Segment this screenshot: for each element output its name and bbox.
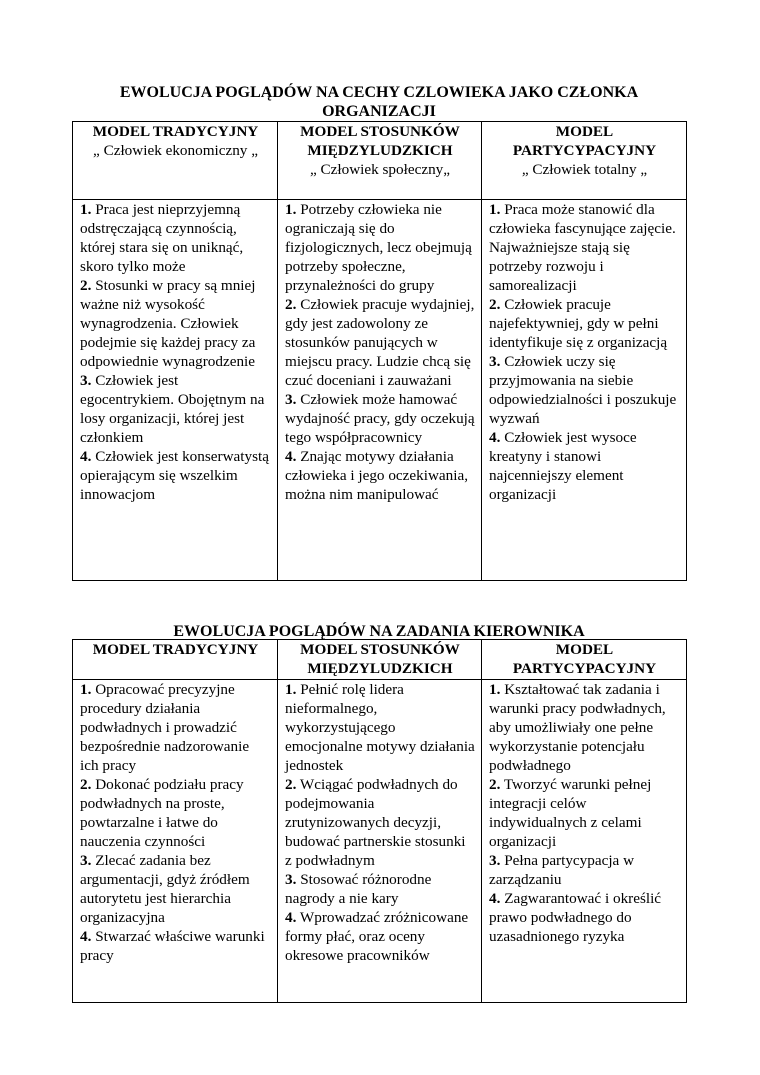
list-item: 3. Pełna partycypacja w zarządzaniu	[489, 852, 635, 888]
list-item: 1. Kształtować tak zadania i warunki pracy podwładnych, aby umożliwiały one pełne wykorzystanie potencjału podwładnego	[489, 681, 666, 774]
list-item: 2. Dokonać podziału pracy podwładnych na proste, powtarzalne i łatwe do nauczenia czynności	[80, 776, 244, 850]
list-item: 3. Stosować różnorodne nagrody a nie kary	[285, 871, 432, 907]
list-item: 1. Pełnić rolę lidera nieformalnego, wykorzystującego emocjonalne motywy działania jednostek	[285, 681, 475, 774]
section2-body-row	[73, 680, 687, 1003]
list-item: 4. Stwarzać właściwe warunki pracy	[80, 928, 265, 964]
section1-header-row	[73, 122, 687, 200]
list-item: 4. Wprowadzać zróżnicowane formy płać, oraz oceny okresowe pracowników	[285, 909, 469, 964]
list-item: 1. Praca jest nieprzyjemną odstręczającą czynnością, której stara się on uniknąć, skoro tylko może	[80, 201, 244, 275]
section2-header-human-relations	[278, 640, 482, 680]
list-item: 3. Człowiek jest egocentrykiem. Obojętnym na losy organizacji, której jest członkiem	[80, 372, 265, 446]
column-header: MODEL STOSUNKÓW MIĘDZYLUDZKICH	[300, 123, 460, 159]
list-item: 3. Człowiek może hamować wydajność pracy, gdy oczekują tego współpracownicy	[285, 391, 475, 446]
column-subtitle: „ Człowiek ekonomiczny „	[93, 142, 258, 159]
column-subtitle: „ Człowiek społeczny„	[309, 161, 450, 178]
section2-cell-participative	[482, 680, 687, 1003]
section1-cell-traditional	[73, 200, 278, 581]
list-item: 3. Człowiek uczy się przyjmowania na siebie odpowiedzialności i poszukuje wyzwań	[489, 353, 677, 427]
section1-cell-participative	[482, 200, 687, 581]
section1-header-human-relations	[278, 122, 482, 200]
list-item: 2. Człowiek pracuje najefektywniej, gdy w pełni identyfikuje się z organizacją	[489, 296, 668, 351]
section1-cell-human-relations	[278, 200, 482, 581]
list-item: 2. Człowiek pracuje wydajniej, gdy jest zadowolony ze stosunków panujących w miejscu pracy. Ludzie chcą się czuć doceniani i zauważani	[285, 296, 475, 389]
list-item: 4. Człowiek jest konserwatystą opierającym się wszelkim innowacjom	[80, 448, 269, 503]
list-item: 4. Znając motywy działania człowieka i jego oczekiwania, można nim manipulować	[285, 448, 469, 503]
section2-header-traditional	[73, 640, 278, 680]
section1-header-participative	[482, 122, 687, 200]
section1-title: EWOLUCJA POGLĄDÓW NA CECHY CZLOWIEKA JAKO CZŁONKA ORGANIZACJI	[119, 84, 639, 120]
list-item: 4. Zagwarantować i określić prawo podwładnego do uzasadnionego ryzyka	[489, 890, 662, 945]
list-item: 4. Człowiek jest wysoce kreatyny i stanowi najcenniejszy element organizacji	[489, 429, 637, 503]
column-subtitle: „ Człowiek totalny „	[521, 161, 648, 178]
section1-header-traditional	[73, 122, 278, 200]
column-header: MODEL STOSUNKÓW MIĘDZYLUDZKICH	[300, 641, 460, 677]
list-item: 2. Stosunki w pracy są mniej ważne niż wysokość wynagrodzenia. Człowiek podejmie się każdej pracy za odpowiednie wynagrodzenie	[80, 277, 256, 370]
section2-header-row	[73, 640, 687, 680]
column-header: MODEL TRADYCYJNY	[92, 123, 259, 140]
list-item: 2. Tworzyć warunki pełnej integracji celów indywidualnych z celami organizacji	[489, 776, 652, 850]
list-item: 1. Praca może stanowić dla człowieka fascynujące zajęcie. Najważniejsze stają się potrzeby rozwoju i samorealizacji	[489, 201, 676, 294]
section1-body-row	[73, 200, 687, 581]
column-header: MODEL PARTYCYPACYJNY	[512, 123, 657, 159]
list-item: 1. Potrzeby człowieka nie ograniczają się do fizjologicznych, lecz obejmują potrzeby społeczne, przynależności do grupy	[285, 201, 472, 294]
list-item: 2. Wciągać podwładnych do podejmowania zrutynizowanych decyzji, budować partnerskie stosunki z podwładnym	[285, 776, 466, 869]
section2-header-participative	[482, 640, 687, 680]
section1-table	[72, 121, 687, 581]
section2-cell-traditional	[73, 680, 278, 1003]
section2-cell-human-relations	[278, 680, 482, 1003]
section2-title: EWOLUCJA POGLĄDÓW NA ZADANIA KIEROWNIKA	[173, 623, 585, 640]
list-item: 3. Zlecać zadania bez argumentacji, gdyż źródłem autorytetu jest hierarchia organizacyjna	[80, 852, 250, 926]
column-header: MODEL TRADYCYJNY	[92, 641, 259, 658]
list-item: 1. Opracować precyzyjne procedury działania podwładnych i prowadzić bezpośrednie nadzorowanie ich pracy	[80, 681, 250, 774]
section2-table	[72, 639, 687, 1003]
column-header: MODEL PARTYCYPACYJNY	[512, 641, 657, 677]
